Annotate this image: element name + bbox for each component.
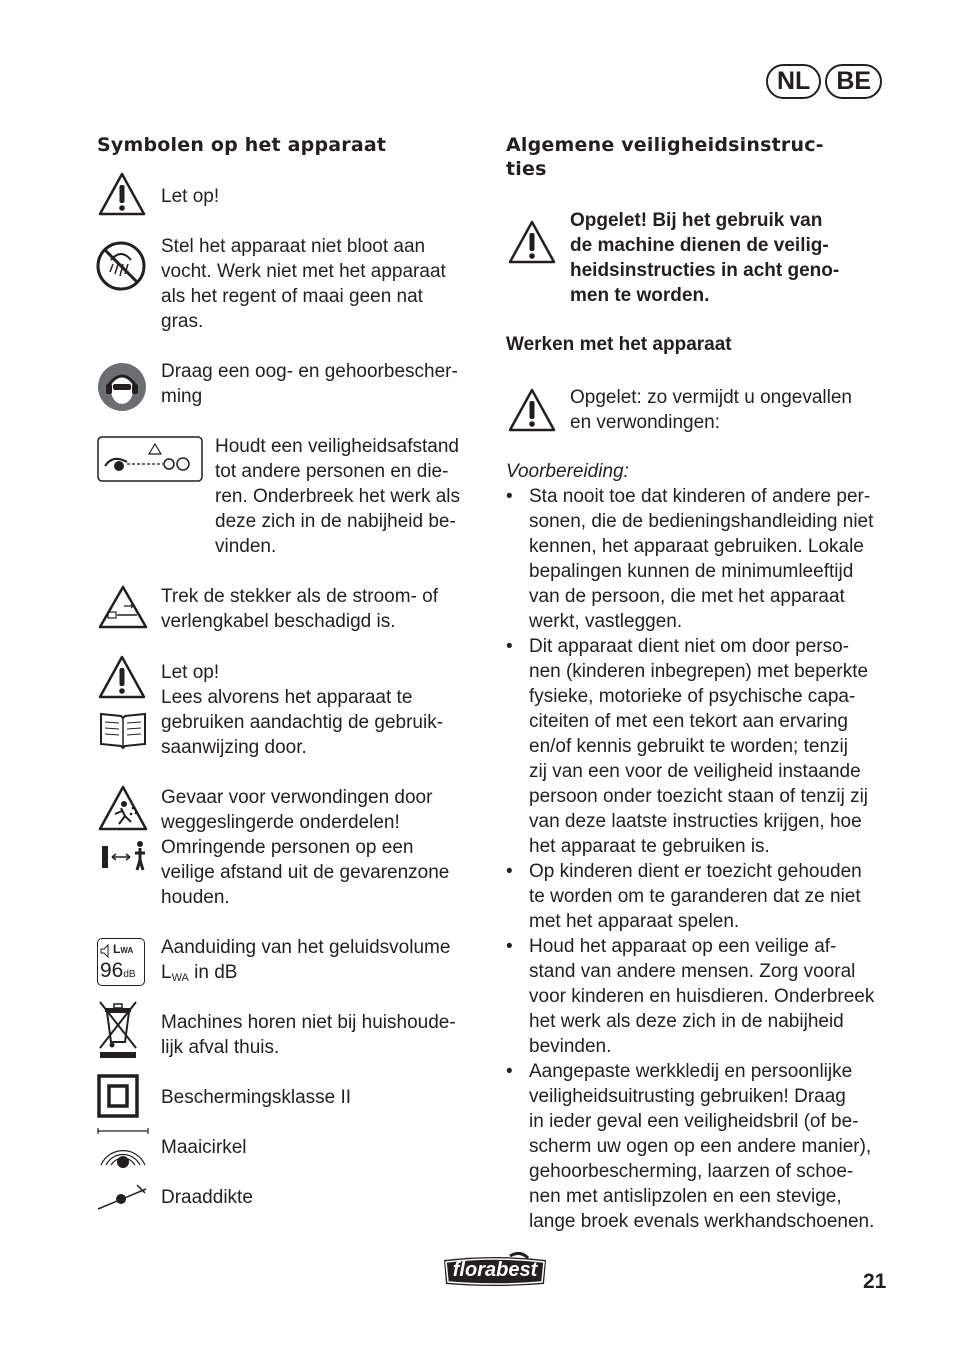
symbol-text-12: Draaddikte bbox=[161, 1187, 253, 1208]
safety-distance-icon bbox=[97, 436, 203, 482]
flying-debris-icon bbox=[97, 784, 149, 832]
sound-level-icon bbox=[97, 938, 145, 986]
sound-text-sub: WA bbox=[171, 972, 189, 984]
page-number: 21 bbox=[863, 1270, 887, 1293]
symbol-text-7: Gevaar voor verwondingen door weggeslingerde onderdelen! Omringende personen op een veilige afstand uit de gevarenzone houden. bbox=[161, 787, 450, 908]
warning-triangle-icon bbox=[97, 171, 147, 217]
section-heading-symbols: Symbolen op het apparaat bbox=[97, 134, 387, 156]
safety-bullet-list bbox=[506, 484, 896, 1234]
sound-badge-value: 96 bbox=[100, 959, 124, 982]
sound-text-tail: in dB bbox=[188, 962, 238, 983]
eye-ear-protection-icon bbox=[97, 362, 147, 412]
sound-badge-unit: dB bbox=[123, 969, 136, 980]
protection-class-ii-icon bbox=[97, 1074, 139, 1118]
weee-bin-icon bbox=[97, 1000, 139, 1060]
symbol-text-6: Let op! Lees alvorens het apparaat te gebruiken aandachtig de gebruik- saanwijzing door. bbox=[161, 662, 444, 758]
symbol-text-4: Houdt een veiligheidsafstand tot andere personen en die- ren. Onderbreek het werk als deze zich in de nabijheid be- vinden. bbox=[215, 436, 461, 557]
symbol-text-11: Maaicirkel bbox=[161, 1137, 247, 1158]
section-heading-safety: Algemene veiligheidsinstruc- ties bbox=[506, 134, 824, 180]
preparation-label: Voorbereiding: bbox=[506, 461, 629, 482]
cutting-circle-icon bbox=[97, 1127, 149, 1169]
warning-text-bold: Opgelet! Bij het gebruik van de machine dienen de veilig- heidsinstructies in acht geno- men te worden. bbox=[570, 210, 840, 306]
sound-badge-l-sub: WA bbox=[120, 946, 134, 955]
list-item: • Aangepaste werkkledij en persoonlijke veiligheidsuitrusting gebruiken! Draag in ieder geval een veiligheidsbril (of be- scherm uw ogen op een andere manier), gehoorbescherming, laarzen of schoe- nen met antislipzolen en een stevige, lange broek evenals werkhandschoenen. bbox=[506, 1061, 875, 1232]
lang-badge-nl: NL bbox=[766, 64, 821, 99]
florabest-logo bbox=[440, 1252, 550, 1288]
symbol-text-5: Trek de stekker als de stroom- of verlengkabel beschadigd is. bbox=[161, 586, 439, 632]
list-item: • Op kinderen dient er toezicht gehouden te worden om te garanderen dat ze niet met het apparaat spelen. bbox=[506, 861, 862, 932]
symbol-text-3: Draag een oog- en gehoorbescher- ming bbox=[161, 361, 458, 407]
warning-triangle-icon bbox=[97, 654, 147, 700]
symbol-text-8 bbox=[161, 935, 450, 991]
lang-badge-be: BE bbox=[825, 64, 882, 99]
symbol-text-10: Beschermingsklasse II bbox=[161, 1087, 352, 1108]
sound-text-l: L bbox=[161, 962, 172, 983]
language-badges bbox=[766, 64, 882, 99]
logo-text: florabest bbox=[452, 1259, 538, 1281]
list-item: • Houd het apparaat op een veilige af- stand van andere mensen. Zorg vooral voor kinderen en huisdieren. Onderbreek het werk als deze zich in de nabijheid bevinden. bbox=[506, 936, 875, 1057]
sound-text-line1: Aanduiding van het geluidsvolume bbox=[161, 937, 451, 958]
unplug-warning-icon bbox=[97, 584, 149, 630]
list-item: • Sta nooit toe dat kinderen of andere per- sonen, die de bedieningshandleiding niet kennen, het apparaat gebruiken. Lokale bepalingen kunnen de minimumleeftijd van de persoon, die met het apparaat werkt, vastleggen. bbox=[506, 486, 874, 632]
read-manual-icon bbox=[97, 708, 149, 750]
warning-triangle-icon bbox=[507, 387, 557, 433]
sound-badge-l: L bbox=[113, 942, 121, 956]
subheading-working: Werken met het apparaat bbox=[506, 334, 732, 355]
warning-text-2: Opgelet: zo vermijdt u ongevallen en verwondingen: bbox=[570, 387, 852, 433]
symbol-text-9: Machines horen niet bij huishoude- lijk afval thuis. bbox=[161, 1012, 456, 1058]
line-thickness-icon bbox=[97, 1183, 149, 1213]
person-distance-icon bbox=[102, 840, 148, 872]
symbol-text-1: Let op! bbox=[161, 186, 220, 207]
symbol-text-2: Stel het apparaat niet bloot aan vocht. Werk niet met het apparaat als het regent of maai geen nat gras. bbox=[161, 236, 446, 332]
list-item: • Dit apparaat dient niet om door perso- nen (kinderen inbegrepen) met beperkte fysieke, motorieke of psychische capa- citeiten of met een tekort aan ervaring en/of kennis gebruikt te worden; tenzij zij van een voor de veiligheid instaande persoon onder toezicht staan of tenzij zij van deze laatste instructies krijgen, hoe het apparaat te gebruiken is. bbox=[506, 636, 869, 857]
no-rain-icon bbox=[95, 240, 147, 292]
warning-triangle-icon bbox=[507, 219, 557, 265]
